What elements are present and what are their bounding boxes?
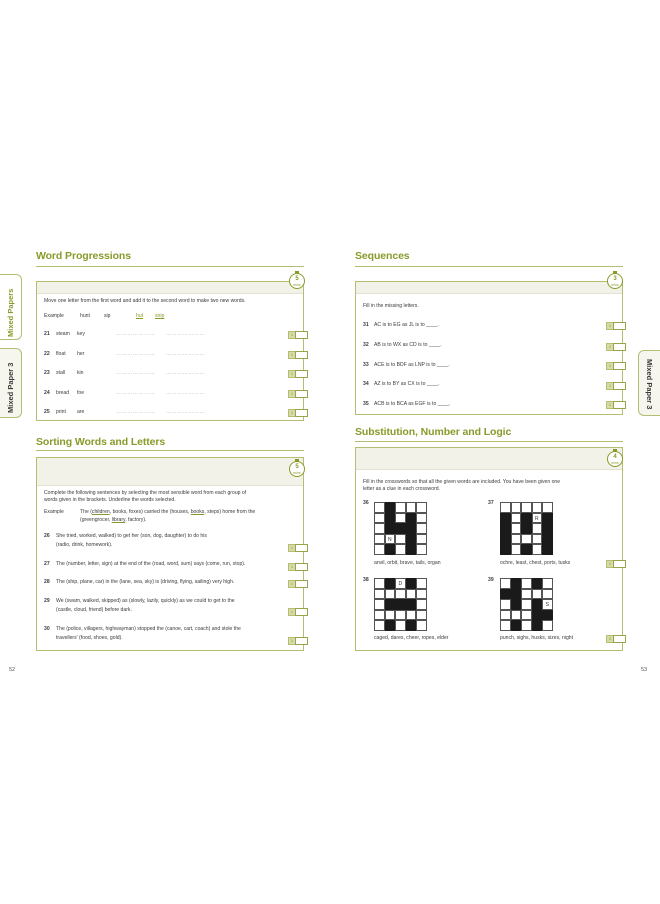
example-word1: hunt xyxy=(80,313,90,319)
sequences-title: Sequences xyxy=(355,250,410,262)
clue-letter: R xyxy=(532,513,543,524)
word-progressions-instruction: Move one letter from the first word and add it to the second word to make two new words. xyxy=(44,298,246,304)
example-answer1: hut xyxy=(136,313,144,319)
answer-blank[interactable]: ………………… xyxy=(166,351,206,357)
mark-box[interactable]: 1 xyxy=(606,343,626,351)
side-tab-mixed-paper-3-label: Mixed Paper 3 xyxy=(6,362,15,413)
answer-blank[interactable]: ………………… xyxy=(166,390,206,396)
side-tab-mixed-paper-3[interactable] xyxy=(0,348,22,418)
side-tab-mixed-papers[interactable] xyxy=(0,274,22,340)
mark-box[interactable]: 2 xyxy=(606,635,626,643)
word-progressions-title: Word Progressions xyxy=(36,250,131,262)
side-tab-mixed-paper-3-right[interactable] xyxy=(638,350,660,416)
example-word2: sip xyxy=(104,313,111,319)
puzzle-36-number: 36 xyxy=(363,500,369,506)
example-label: Example xyxy=(44,313,64,319)
panel-band xyxy=(356,282,622,294)
puzzle-38-words: caged, dares, cheer, ropes, elder xyxy=(374,635,449,641)
word-progressions-rule xyxy=(36,266,304,267)
mark-box[interactable]: 2 xyxy=(606,560,626,568)
mark-box[interactable]: 1 xyxy=(606,322,626,330)
substitution-instruction-2: letter as a clue in each crossword. xyxy=(363,486,441,492)
timer-icon: 4 mins xyxy=(607,449,623,467)
answer-blank[interactable]: ………………… xyxy=(116,370,156,376)
mark-box[interactable]: 1 xyxy=(288,563,308,571)
example-answer2: snip xyxy=(155,313,165,319)
sequences-instruction: Fill in the missing letters. xyxy=(363,303,419,309)
panel-band xyxy=(356,448,622,470)
mark-box[interactable]: 1 xyxy=(288,580,308,588)
mark-box[interactable]: 1 xyxy=(606,401,626,409)
answer-blank[interactable]: ………………… xyxy=(166,331,206,337)
mark-box[interactable]: 1 xyxy=(288,370,308,378)
substitution-rule xyxy=(355,441,623,442)
answer-blank[interactable]: ………………… xyxy=(116,331,156,337)
puzzle-39-words: punch, sighs, husks, sizes, night xyxy=(500,635,574,641)
answer-blank[interactable]: ………………… xyxy=(116,409,156,415)
answer-blank[interactable]: ………………… xyxy=(116,351,156,357)
clue-letter: N xyxy=(385,534,396,545)
mark-box[interactable]: 1 xyxy=(288,637,308,645)
puzzle-37-words: ochre, least, chest, ports, tusks xyxy=(500,560,571,566)
panel-band xyxy=(37,458,303,486)
timer-icon: 3 mins xyxy=(607,271,623,289)
answer-blank[interactable]: ………………… xyxy=(116,390,156,396)
answer-blank[interactable]: ………………… xyxy=(166,370,206,376)
mark-box[interactable]: 1 xyxy=(288,409,308,417)
clue-letter: D xyxy=(395,578,406,589)
panel-band xyxy=(37,282,303,294)
puzzle-37-number: 37 xyxy=(488,500,494,506)
mark-box[interactable]: 1 xyxy=(606,382,626,390)
puzzle-36-words: anvil, orbit, brave, tails, organ xyxy=(374,560,441,566)
substitution-title: Substitution, Number and Logic xyxy=(355,426,512,438)
mark-box[interactable]: 1 xyxy=(606,362,626,370)
mark-box[interactable]: 1 xyxy=(288,331,308,339)
puzzle-39-number: 39 xyxy=(488,577,494,583)
sorting-panel xyxy=(36,457,304,651)
sequences-rule xyxy=(355,266,623,267)
timer-icon: 5 mins xyxy=(289,271,305,289)
puzzle-38-number: 38 xyxy=(363,577,369,583)
mark-box[interactable]: 1 xyxy=(288,351,308,359)
side-tab-right-label: Mixed Paper 3 xyxy=(645,359,654,410)
sorting-rule xyxy=(36,450,304,451)
book-spread: Mixed Papers Mixed Paper 3 Word Progressions 5 mins Move one letter from the first word and add it to the second word to make two new words. Example hunt sip hut snip 21 steam key ………………… ………………… 1 22 float her ………………… ………………… 1 23 stall kin ………………… ………………… 1 24 bread foe ………………… ………………… 1 25 print are ………………… ………………… 1 Sorting Words and Letters 5 mins Complete the following sentences by selecting the most sensible word from each group of words given in the brackets. Underline the words selected. Example The (children, books, foxes) carried the (houses, books, steps) home from the (greengrocer, library, factory). 26 She tried, worked, walked) to get her (son, dog, daughter) to do his (radio, drink, homework). 1 27 The (number, letter, sign) at the end of the (road, word, sum) says (come, run, stop). 1 28 The (ship, plane, car) in the (lane, sea, sky) is (driving, flying, sailing) very high. 1 29 We (swam, walked, skipped) as (slowly, lazily, quickly) as we could to get to the (castle, cloud, friend) before dark. 1 30 The (police, villagers, highwayman) stopped the (canoe, cart, coach) and stole the travellers' (food, shoes, gold). 1 52 Mixed Paper 3 Sequences 3 mins Fill in the missing letters. 31 AC is to EG as JL is to ____. 1 32 AB is to WX as CD is to ____. 1 33 ACE is to BDF as LNP is to ____. 1 34 AZ is to BY as CX is to ____. 1 35 ACB is to BCA as EGF is to ____. 1 Substitution, Number and Logic 4 mins Fill in the crosswords so that all the given words are included. You have been given one letter as a clue in each crossword. 36 N anvil, orbit, brave, tails, organ 37 R ochre, least, chest, ports, tusks 2 38 D caged, dares, cheer, ropes, elder 39 S punch, sighs, husks, sizes, night 2 53 xyxy=(0,244,660,680)
sorting-example-line1: The (children, books, foxes) carried the (houses, books, steps) home from the xyxy=(80,509,256,515)
sorting-title: Sorting Words and Letters xyxy=(36,436,166,448)
clue-letter: S xyxy=(542,599,553,610)
substitution-instruction-1: Fill in the crosswords so that all the given words are included. You have been given one xyxy=(363,479,561,485)
sorting-example-line2: (greengrocer, library, factory). xyxy=(80,517,147,523)
mark-box[interactable]: 1 xyxy=(288,544,308,552)
page-number-left: 52 xyxy=(9,667,16,673)
mark-box[interactable]: 1 xyxy=(288,390,308,398)
mark-box[interactable]: 1 xyxy=(288,608,308,616)
page-number-right: 53 xyxy=(641,667,648,673)
sorting-example-label: Example xyxy=(44,509,64,515)
sorting-instruction-1: Complete the following sentences by selecting the most sensible word from each group of xyxy=(44,490,247,496)
answer-blank[interactable]: ………………… xyxy=(166,409,206,415)
sequences-panel xyxy=(355,281,623,415)
sorting-instruction-2: words given in the brackets. Underline the words selected. xyxy=(44,497,176,503)
timer-icon: 5 mins xyxy=(289,459,305,477)
side-tab-mixed-papers-label: Mixed Papers xyxy=(6,288,15,337)
